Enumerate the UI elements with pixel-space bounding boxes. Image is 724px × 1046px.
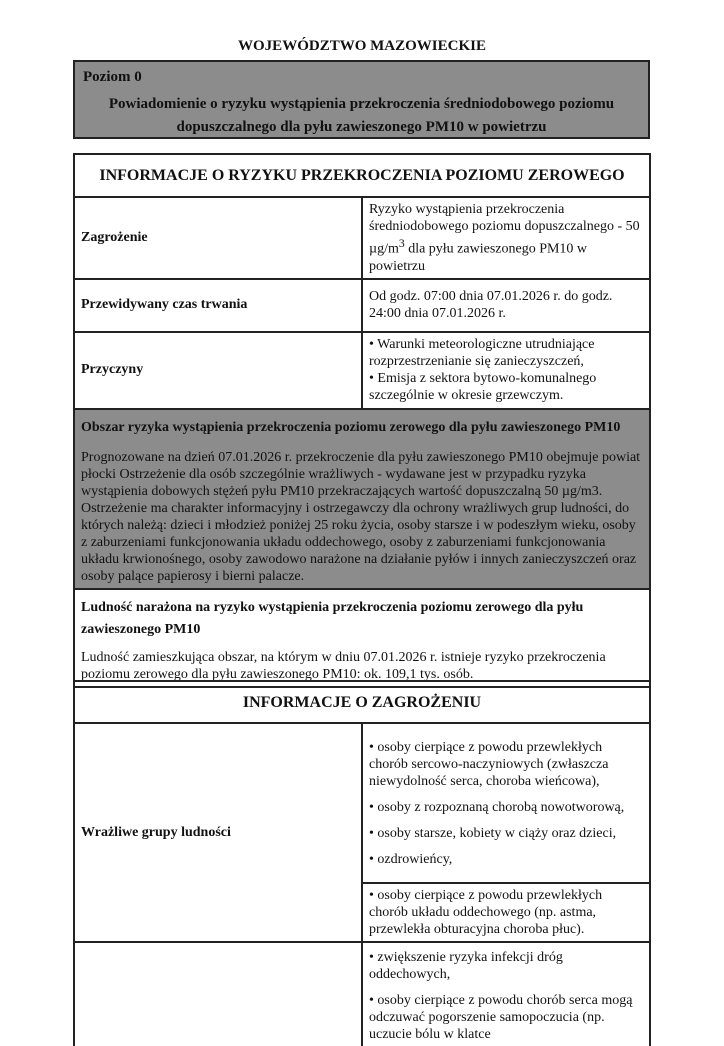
level-title bbox=[75, 93, 648, 139]
level-label: Poziom 0 bbox=[83, 69, 142, 85]
effect-item: • osoby cierpiące z powodu chorób serca mogą odczuwać pogorszenie samopoczucia (np. uczucie bólu w klatce bbox=[369, 993, 633, 1042]
risk-area-cell bbox=[74, 409, 650, 589]
cause-item: • Emisja z sektora bytowo-komunalnego szczególnie w okresie grzewczym. bbox=[369, 371, 597, 404]
group-item: • osoby cierpiące z powodu przewlekłych chorób układu oddechowego (np. astma, przewlekła obturacyjna choroba płuc). bbox=[369, 888, 603, 937]
group-item: • osoby z rozpoznaną chorobą nowotworową, bbox=[369, 799, 625, 815]
group-item: • osoby cierpiące z powodu przewlekłych chorób sercowo-naczyniowych (zwłaszcza niewydolność serca, choroba wieńcowa), bbox=[369, 739, 609, 789]
risk-area-title: Obszar ryzyka wystąpienia przekroczenia poziomu zerowego dla pyłu zawieszonego PM10 bbox=[81, 419, 621, 435]
duration-label: Przewidywany czas trwania bbox=[74, 279, 362, 332]
group-item: • osoby starsze, kobiety w ciąży oraz dzieci, bbox=[369, 825, 617, 841]
group-item: • ozdrowieńcy, bbox=[369, 851, 453, 867]
effect-item: • zwiększenie ryzyka infekcji dróg oddechowych, bbox=[369, 950, 563, 982]
level-title-line: Powiadomienie o ryzyku wystąpienia przekroczenia średniodobowego poziomu bbox=[108, 96, 615, 112]
level-title-line: dopuszczalnego dla pyłu zawieszonego PM10 w powietrzu bbox=[176, 119, 547, 135]
groups-list-b bbox=[362, 883, 650, 942]
population-text: Ludność zamieszkująca obszar, na którym w dniu 07.01.2026 r. istnieje ryzyko przekroczenia poziomu zerowego dla pyłu zawieszonego PM10: ok. 109,1 tys. osób. bbox=[81, 649, 606, 682]
cause-item: • Warunki meteorologiczne utrudniające rozprzestrzenianie się zanieczyszczeń, bbox=[369, 337, 595, 370]
threat-text: dla pyłu zawieszonego PM10 w powietrzu bbox=[369, 241, 588, 274]
causes-value bbox=[362, 332, 650, 409]
risk-info-table bbox=[73, 153, 651, 688]
threat-value bbox=[362, 197, 650, 279]
duration-value: Od godz. 07:00 dnia 07.01.2026 r. do godz. 24:00 dnia 07.01.2026 r. bbox=[362, 279, 650, 332]
threat-table-title: INFORMACJE O ZAGROŻENIU bbox=[74, 681, 650, 723]
population-title: Ludność narażona na ryzyko wystąpienia przekroczenia poziomu zerowego dla pyłu zawieszonego PM10 bbox=[81, 599, 584, 637]
threat-text: Ryzyko wystąpienia przekroczenia średniodobowego poziomu dopuszczalnego - 50 µg/m bbox=[369, 202, 640, 257]
groups-label: Wrażliwe grupy ludności bbox=[74, 723, 362, 942]
groups-list bbox=[362, 723, 650, 883]
risk-table-title: INFORMACJE O RYZYKU PRZEKROCZENIA POZIOMU ZEROWEGO bbox=[74, 154, 650, 197]
risk-area-text: Prognozowane na dzień 07.01.2026 r. przekroczenie dla pyłu zawieszonego PM10 obejmuje powiat płocki Ostrzeżenie dla osób szczególnie wrażliwych - wydawane jest w przypadku ryzyka wystąpienia dobowych stężeń pyłu PM10 przekraczających wartość dopuszczalną 50 µg/m3. Ostrzeżenie ma charakter informacyjny i ostrzegawczy dla ochrony wrażliwych grup ludności, do których należą: dzieci i młodzież poniżej 25 roku życia, osoby starsze i w podeszłym wieku, osoby z zaburzeniami funkcjonowania układu oddechowego, osoby z zaburzeniami funkcjonowania układu krwionośnego, osoby zawodowo narażone na działanie pyłów i innych zanieczyszczeń oraz osoby palące papierosy i bierni palacze. bbox=[81, 449, 641, 584]
threat-label: Zagrożenie bbox=[74, 197, 362, 279]
causes-label: Przyczyny bbox=[74, 332, 362, 409]
threat-info-table bbox=[73, 680, 651, 1046]
region-title: WOJEWÓDZTWO MAZOWIECKIE bbox=[238, 38, 486, 54]
population-cell bbox=[74, 589, 650, 687]
level-banner bbox=[73, 60, 650, 139]
threat-sup: 3 bbox=[398, 237, 405, 250]
effects-label bbox=[74, 942, 362, 1046]
effects-list bbox=[362, 942, 650, 1046]
